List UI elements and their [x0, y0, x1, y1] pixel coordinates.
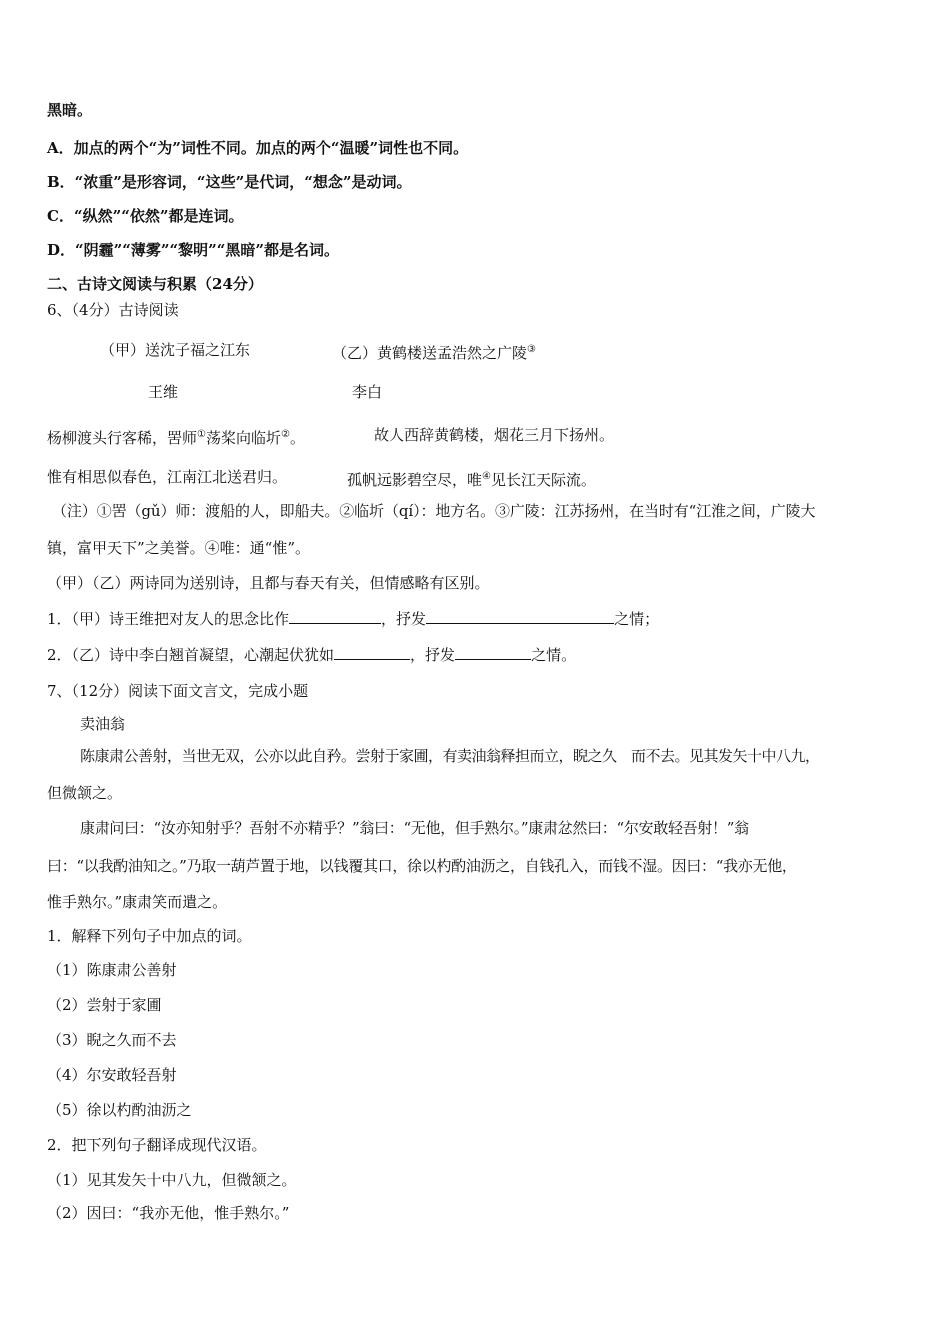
poem-a-line1-part2: 荡桨向临圻: [205, 429, 281, 447]
q7-sub1-item-1: （1）陈康肃公善射: [47, 961, 177, 979]
q5-option-b: B．“浓重”是形容词，“这些”是代词，“想念”是动词。: [47, 173, 412, 191]
q7-sub2-title: 2．把下列句子翻译成现代汉语。: [47, 1136, 267, 1154]
poem-a-line-1: [47, 425, 305, 448]
q7-passage-title: 卖油翁: [80, 715, 126, 733]
q6-sub1-text-c: 之情；: [614, 610, 660, 628]
poem-b-line-2: [347, 467, 596, 490]
poem-b-title-text: （乙）黄鹤楼送孟浩然之广陵: [332, 344, 528, 362]
q6-sub-1: [47, 609, 659, 629]
poem-b-line2-part1: 孤帆远影碧空尽，唯: [347, 471, 483, 489]
q7-sub1-item-5: （5）徐以杓酌油沥之: [47, 1101, 192, 1119]
q6-intro: （甲）（乙）两诗同为送别诗，且都与春天有关，但情感略有区别。: [47, 574, 490, 592]
poem-b-title-note: ③: [527, 344, 536, 355]
q6-sub1-text-b: ，抒发: [381, 610, 427, 628]
q5-option-a: A．加点的两个“为”词性不同。加点的两个“温暖”词性也不同。: [47, 139, 469, 157]
poem-a-line-2: 惟有相思似春色，江南江北送君归。: [47, 468, 288, 486]
q7-para2-line-1: 康肃问曰：“汝亦知射乎？吾射不亦精乎？”翁曰：“无他，但手熟尔。”康肃忿然曰：“尔安敢轻吾射！”翁: [80, 819, 749, 837]
q5-option-c: C．“纵然”“依然”都是连词。: [47, 207, 244, 225]
q6-note-line-2: 镇，富甲天下”之美誉。④唯：通“惟”。: [47, 539, 311, 557]
q6-note-line-1: （注）①罟（gǔ）师：渡船的人，即船夫。②临圻（qí）：地方名。③广陵：江苏扬州，在当时有“江淮之间，广陵大: [52, 502, 816, 520]
poem-b-author: 李白: [352, 383, 383, 401]
q7-para2-line-3: 惟手熟尔。”康肃笑而遣之。: [47, 893, 228, 911]
section-2-title: 二、古诗文阅读与积累（24分）: [47, 275, 263, 293]
q5-tail-text: 黑暗。: [47, 101, 93, 119]
q7-sub1-item-4: （4）尔安敢轻吾射: [47, 1066, 177, 1084]
q6-sub2-text-c: 之情。: [531, 646, 577, 664]
poem-b-line-1: 故人西辞黄鹤楼，烟花三月下扬州。: [374, 426, 615, 444]
q6-sub-2: [47, 645, 576, 665]
poem-a-author: 王维: [148, 383, 179, 401]
q7-para1-line-1: 陈康肃公善射，当世无双，公亦以此自矜。尝射于家圃，有卖油翁释担而立，睨之久 而不去。见其发矢十中八九，: [80, 747, 820, 765]
poem-a-note-1: ①: [197, 429, 206, 440]
q7-sub2-item-1: （1）见其发矢十中八九，但微颔之。: [47, 1171, 297, 1189]
poem-b-line2-part2: 见长江天际流。: [490, 471, 596, 489]
q6-sub2-blank-1[interactable]: [334, 645, 410, 660]
q7-para1-line-2: 但微颔之。: [47, 784, 123, 802]
poem-a-line1-part3: 。: [289, 429, 305, 447]
q5-option-d: D．“阴霾”“薄雾”“黎明”“黑暗”都是名词。: [47, 241, 340, 259]
q6-sub2-blank-2[interactable]: [455, 645, 531, 660]
q7-sub1-item-2: （2）尝射于家圃: [47, 996, 162, 1014]
q6-title: 6、（4分）古诗阅读: [47, 301, 179, 319]
q6-sub1-blank-1[interactable]: [289, 609, 381, 624]
poem-b-title: [332, 340, 536, 363]
q6-sub2-text-b: ，抒发: [410, 646, 456, 664]
poem-b-note-4: ④: [482, 471, 491, 482]
poem-a-note-2: ②: [281, 429, 290, 440]
q7-sub2-item-2: （2）因曰：“我亦无他，惟手熟尔。”: [47, 1204, 290, 1222]
q7-sub1-item-3: （3）睨之久而不去: [47, 1031, 177, 1049]
q6-sub1-text-a: 1．（甲）诗王维把对友人的思念比作: [47, 610, 290, 628]
q6-sub1-blank-2[interactable]: [426, 609, 614, 624]
q6-sub2-text-a: 2．（乙）诗中李白翘首凝望，心潮起伏犹如: [47, 646, 335, 664]
q7-sub1-title: 1．解释下列句子中加点的词。: [47, 927, 252, 945]
poem-a-title: （甲）送沈子福之江东: [100, 341, 251, 359]
q7-para2-line-2: 曰：“以我酌油知之。”乃取一葫芦置于地，以钱覆其口，徐以杓酌油沥之，自钱孔入，而钱不湿。因曰：“我亦无他，: [47, 857, 797, 875]
poem-a-line1-part1: 杨柳渡头行客稀，罟师: [47, 429, 198, 447]
q7-title: 7、（12分）阅读下面文言文，完成小题: [47, 682, 309, 700]
